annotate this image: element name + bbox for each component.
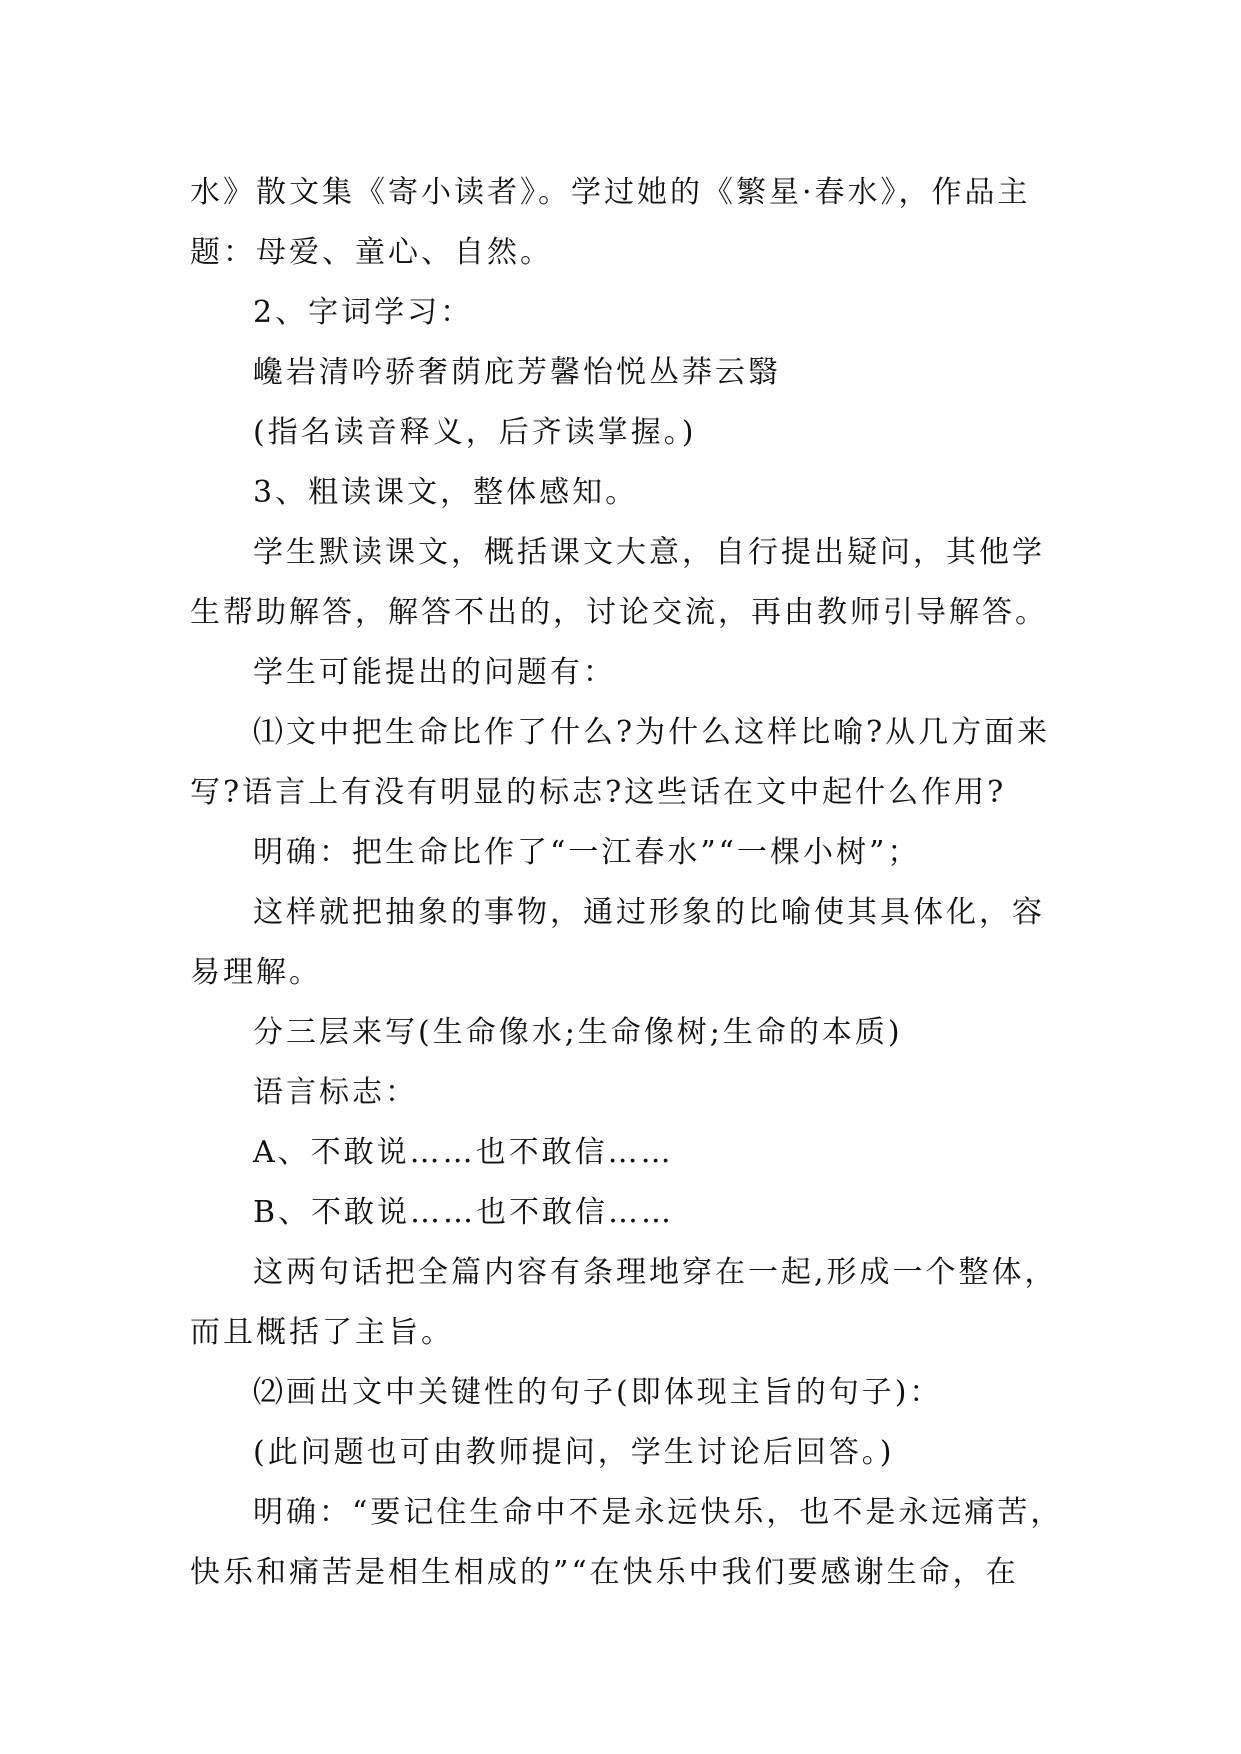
text-line: 2、字词学习： — [253, 295, 474, 330]
text-line: 水》散文集《寄小读者》。学过她的《繁星·春水》，作品主 — [190, 175, 1031, 210]
text-line: 明确：“要记住生命中不是永远快乐，也不是永远痛苦， — [253, 1495, 1064, 1530]
text-line: A、不敢说……也不敢信…… — [253, 1135, 674, 1170]
text-line: 写?语言上有没有明显的标志?这些话在文中起什么作用? — [190, 775, 1007, 810]
document-body — [190, 163, 1070, 1603]
text-line: 明确：把生命比作了“一江春水”“一棵小树”； — [253, 835, 921, 870]
text-line: ⑴文中把生命比作了什么?为什么这样比喻?从几方面来 — [253, 715, 1051, 750]
text-line: ⑵画出文中关键性的句子(即体现主旨的句子)： — [253, 1375, 943, 1410]
text-line: 分三层来写(生命像水;生命像树;生命的本质) — [253, 1015, 903, 1050]
text-line: 生帮助解答，解答不出的，讨论交流，再由教师引导解答。 — [190, 595, 1048, 630]
text-line: 语言标志： — [253, 1075, 418, 1110]
text-line: (此问题也可由教师提问，学生讨论后回答。) — [253, 1435, 895, 1470]
text-line: 这两句话把全篇内容有条理地穿在一起,形成一个整体， — [253, 1255, 1058, 1290]
text-line: 巉岩清吟骄奢荫庇芳馨怡悦丛莽云翳 — [253, 355, 781, 390]
text-line: 快乐和痛苦是相生相成的”“在快乐中我们要感谢生命，在 — [190, 1555, 1019, 1590]
text-line: 这样就把抽象的事物，通过形象的比喻使其具体化，容 — [253, 895, 1045, 930]
text-line: 而且概括了主旨。 — [190, 1315, 454, 1350]
text-line: 学生可能提出的问题有： — [253, 655, 616, 690]
text-line: (指名读音释义，后齐读掌握。) — [253, 415, 697, 450]
text-line: 3、粗读课文，整体感知。 — [253, 475, 639, 510]
text-line: 题：母爱、童心、自然。 — [190, 235, 553, 270]
text-line: 易理解。 — [190, 955, 322, 990]
text-line: B、不敢说……也不敢信…… — [253, 1195, 675, 1230]
text-line: 学生默读课文，概括课文大意，自行提出疑问，其他学 — [253, 535, 1045, 570]
